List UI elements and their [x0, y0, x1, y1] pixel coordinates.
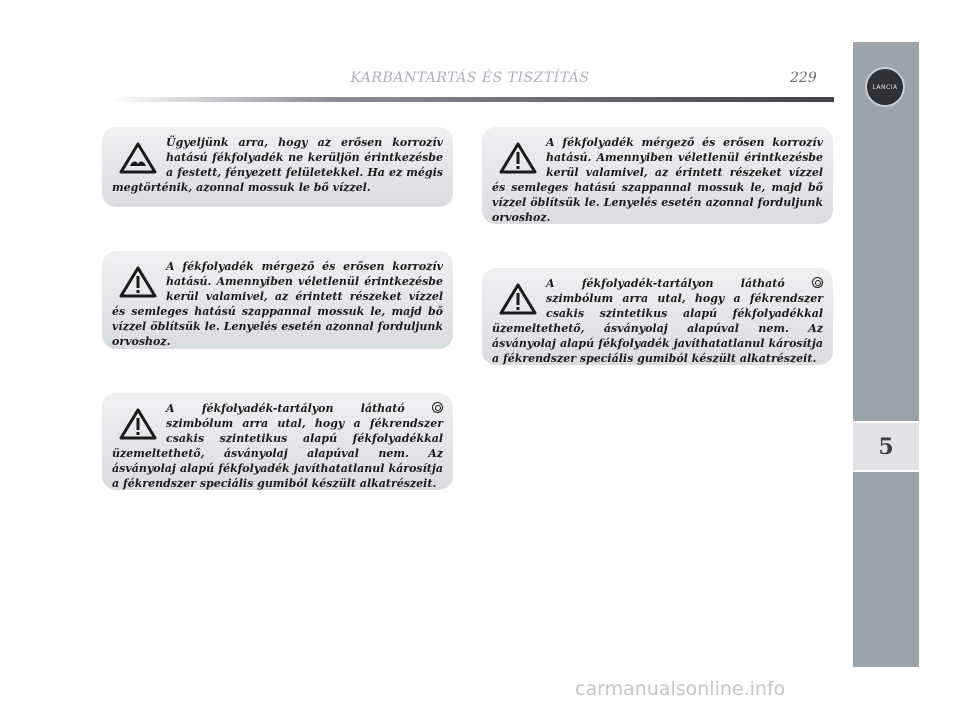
chapter-sidebar: [853, 42, 919, 667]
brake-fluid-symbol-icon: [432, 402, 443, 413]
chapter-tab: 5: [853, 421, 919, 472]
warning-text-end: szimbólum arra utal, hogy a fékrendszer csakis szintetikus alapú fékfolyadékkal üzemeltethető, ásványolaj alapúval nem. Az ásványolaj alapú fékfolyadék javíthatatlanul károsítja a fékrendszer speciális gumiból készült alkatrészeit.: [492, 292, 823, 365]
warning-text: [112, 401, 443, 491]
warning-triangle-icon: [118, 407, 158, 441]
page-number: 229: [790, 70, 817, 86]
warning-box-toxic-right: [482, 127, 833, 224]
warning-triangle-icon: [498, 282, 538, 316]
page-header-title: KARBANTARTÁS ÉS TISZTÍTÁS: [350, 70, 590, 86]
warning-box-synthetic-right: [482, 268, 833, 365]
warning-text-start: A fékfolyadék-tartályon látható: [546, 277, 785, 290]
watermark: carmanualsonline.info: [575, 678, 786, 700]
warning-triangle-icon: [118, 265, 158, 299]
brake-fluid-symbol-icon: [812, 277, 823, 288]
header-rule: [110, 97, 834, 102]
lancia-logo: [865, 67, 905, 107]
warning-text: A fékfolyadék mérgező és erősen korrozív hatású. Amennyiben véletlenül érintkezésbe kerül valamivel, az érintett részeket vízzel és semleges hatású szappannal mossuk le, majd bő vízzel öblítsük le. Lenyelés esetén azonnal forduljunk orvoshoz.: [112, 260, 443, 348]
warning-box-paint: [102, 127, 453, 207]
warning-triangle-icon: [118, 141, 158, 175]
warning-text: Ügyeljünk arra, hogy az erősen korrozív hatású fékfolyadék ne kerüljön érintkezésbe a festett, fényezett felületekkel. Ha ez mégis megtörténik, azonnal mossuk le bő vízzel.: [112, 136, 443, 194]
warning-triangle-icon: [498, 141, 538, 175]
warning-text: [492, 276, 823, 366]
warning-box-synthetic: [102, 393, 453, 490]
warning-box-toxic: [102, 251, 453, 349]
warning-text-start: A fékfolyadék-tartályon látható: [166, 402, 405, 415]
logo-text: LANCIA: [872, 83, 898, 91]
warning-text: A fékfolyadék mérgező és erősen korrozív hatású. Amennyiben véletlenül érintkezésbe kerül valamivel, az érintett részeket vízzel és semleges hatású szappannal mossuk le, majd bő vízzel öblítsük le. Lenyelés esetén azonnal forduljunk orvoshoz.: [492, 136, 823, 224]
warning-text-end: szimbólum arra utal, hogy a fékrendszer csakis szintetikus alapú fékfolyadékkal üzemeltethető, ásványolaj alapúval nem. Az ásványolaj alapú fékfolyadék javíthatatlanul károsítja a fékrendszer speciális gumiból készült alkatrészeit.: [112, 417, 443, 490]
